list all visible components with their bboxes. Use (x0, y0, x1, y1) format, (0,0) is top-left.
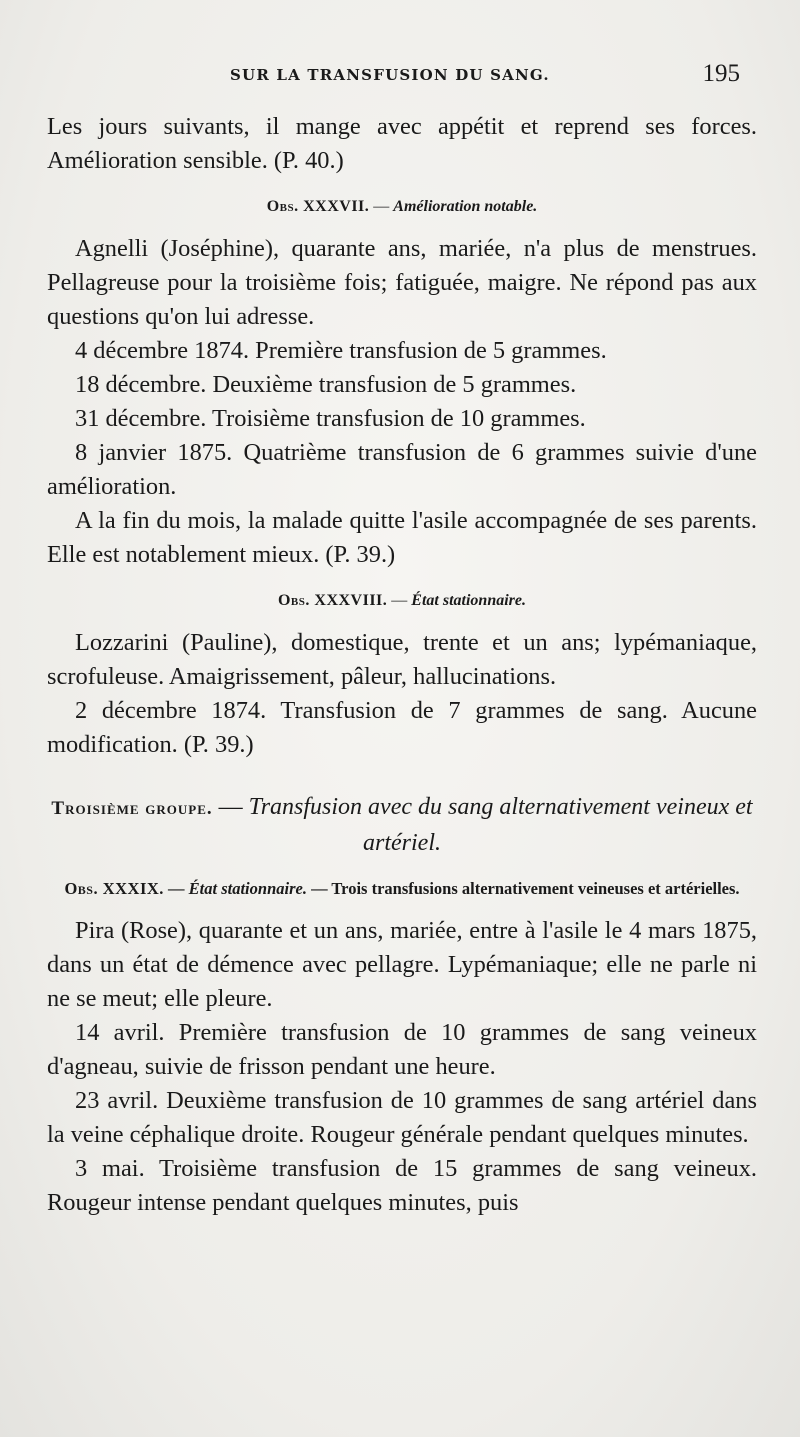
page-number: 195 (702, 60, 740, 87)
separator: — (212, 794, 249, 820)
separator: — (369, 198, 394, 215)
page-header (40, 60, 740, 100)
observation-heading-39 (57, 876, 747, 902)
running-head: SUR LA TRANSFUSION DU SANG. (230, 66, 550, 84)
observation-desc: Amélioration notable. (393, 198, 538, 215)
paragraph: 2 décembre 1874. Transfusion de 7 grammes de sang. Aucune modification. (P. 39.) (47, 697, 757, 758)
section-heading (47, 790, 757, 860)
observation-ref: Obs. XXXVIII. (277, 592, 388, 609)
paragraph: 18 décembre. Deuxième transfusion de 5 grammes. (75, 371, 577, 398)
paragraph: Agnelli (Joséphine), quarante ans, mariée, n'a plus de menstrues. Pellagreuse pour la troisième fois; fatiguée, maigre. Ne répond pas aux questions qu'on lui adresse. (47, 235, 757, 330)
observation-ref: Obs. XXXVII. (266, 198, 370, 215)
paragraph: 14 avril. Première transfusion de 10 grammes de sang veineux d'agneau, suivie de frisson pendant une heure. (47, 1019, 757, 1080)
paragraph: Lozzarini (Pauline), domestique, trente et un ans; lypémaniaque, scrofuleuse. Amaigrissement, pâleur, hallucinations. (47, 629, 757, 690)
observation-desc: État stationnaire. (411, 592, 526, 609)
paragraph: 8 janvier 1875. Quatrième transfusion de 6 grammes suivie d'une amélioration. (47, 439, 757, 500)
separator: — (387, 592, 412, 609)
paragraph: Les jours suivants, il mange avec appétit et reprend ses forces. Amélioration sensible. (P. 40.) (47, 113, 757, 174)
observation-desc: État stationnaire. (188, 879, 307, 898)
observation-ref: Obs. XXXIX. (64, 879, 164, 898)
section-title: Transfusion avec du sang alternativement veineux et artériel. (248, 794, 753, 856)
paragraph: 3 mai. Troisième transfusion de 15 grammes de sang veineux. Rougeur intense pendant quelques minutes, puis (47, 1155, 757, 1216)
paragraph: Pira (Rose), quarante et un ans, mariée, entre à l'asile le 4 mars 1875, dans un état de démence avec pellagre. Lypémaniaque; elle ne parle ni ne se meut; elle pleure. (47, 917, 757, 1012)
page-body (47, 110, 757, 1220)
paragraph: 31 décembre. Troisième transfusion de 10 grammes. (75, 405, 586, 432)
observation-extra: Trois transfusions alternativement veineuses et artérielles. (331, 879, 740, 898)
observation-heading-38 (47, 590, 757, 612)
paragraph: A la fin du mois, la malade quitte l'asile accompagnée de ses parents. Elle est notablement mieux. (P. 39.) (47, 507, 757, 568)
observation-heading-37 (47, 196, 757, 218)
paragraph: 23 avril. Deuxième transfusion de 10 grammes de sang artériel dans la veine céphalique droite. Rougeur générale pendant quelques minutes. (47, 1087, 757, 1148)
separator: — (306, 879, 332, 898)
separator: — (163, 879, 189, 898)
section-label: Troisième groupe. (51, 798, 213, 819)
paragraph: 4 décembre 1874. Première transfusion de 5 grammes. (75, 337, 607, 364)
